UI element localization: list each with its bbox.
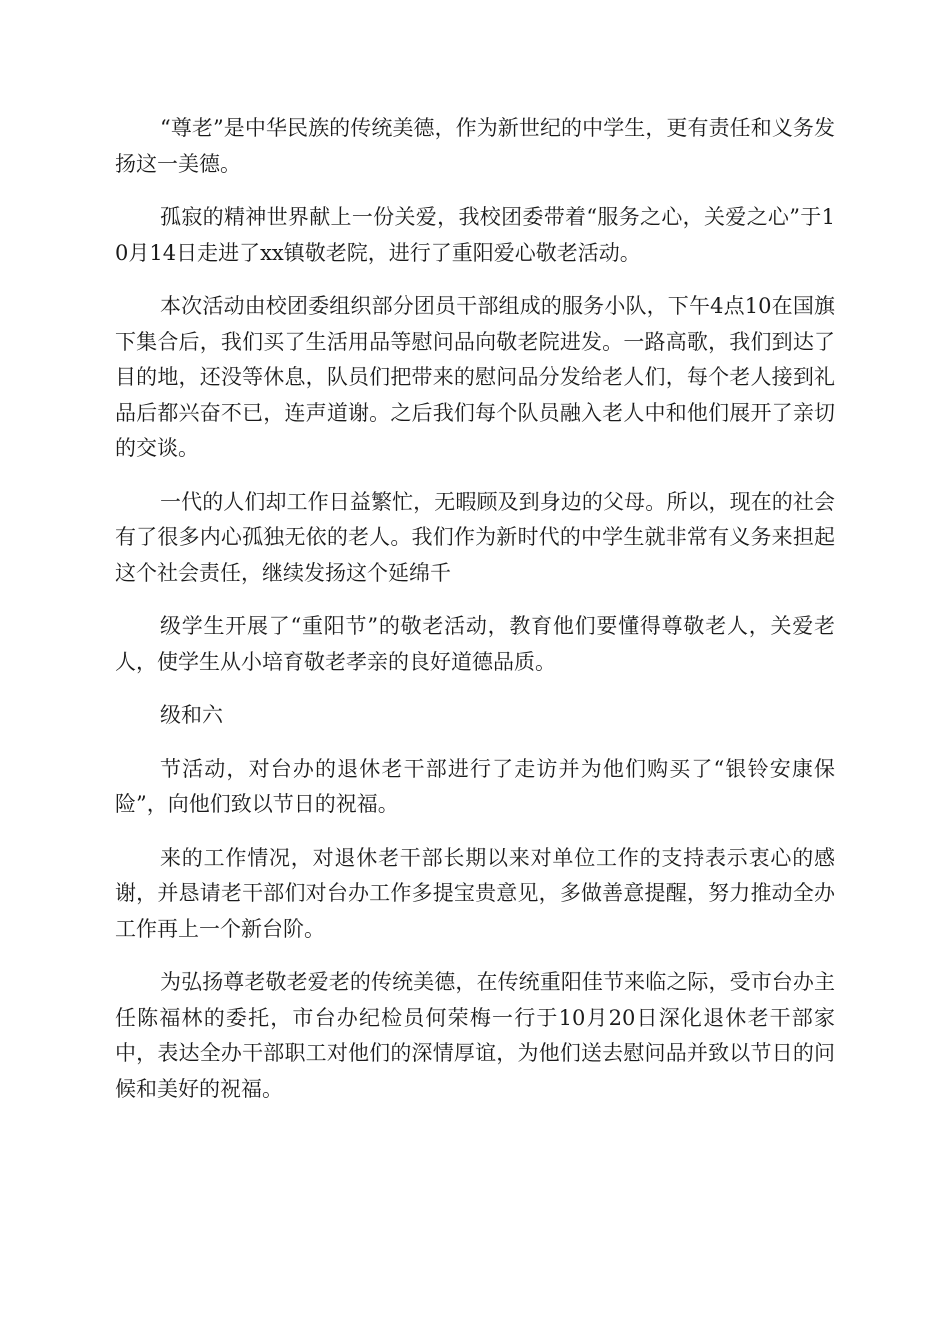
document-body [115, 111, 835, 1125]
paragraph-4: 一代的人们却工作日益繁忙，无暇顾及到身边的父母。所以，现在的社会有了很多内心孤独无依的老人。我们作为新时代的中学生就非常有义务来担起这个社会责任，继续发扬这个延绵千 [115, 489, 835, 585]
paragraph-8: 来的工作情况，对退休老干部长期以来对单位工作的支持表示衷心的感谢，并恳请老干部们对台办工作多提宝贵意见，多做善意提醒，努力推动全办工作再上一个新台阶。 [115, 845, 835, 941]
paragraph-6: 级和六 [160, 703, 223, 727]
paragraph-3: 本次活动由校团委组织部分团员干部组成的服务小队，下午4点10在国旗下集合后，我们买了生活用品等慰问品向敬老院进发。一路高歌，我们到达了目的地，还没等休息，队员们把带来的慰问品分发给老人们，每个老人接到礼品后都兴奋不已，连声道谢。之后我们每个队员融入老人中和他们展开了亲切的交谈。 [115, 294, 835, 460]
paragraph-9: 为弘扬尊老敬老爱老的传统美德，在传统重阳佳节来临之际，受市台办主任陈福林的委托，市台办纪检员何荣梅一行于10月20日深化退休老干部家中，表达全办干部职工对他们的深情厚谊，为他们送去慰问品并致以节日的问候和美好的祝福。 [115, 970, 835, 1101]
paragraph-1: “尊老”是中华民族的传统美德，作为新世纪的中学生，更有责任和义务发扬这一美德。 [115, 116, 835, 176]
paragraph-7: 节活动，对台办的退休老干部进行了走访并为他们购买了“银铃安康保险”，向他们致以节日的祝福。 [115, 756, 835, 816]
paragraph-5: 级学生开展了“重阳节”的敬老活动，教育他们要懂得尊敬老人，关爱老人，使学生从小培育敬老孝亲的良好道德品质。 [115, 614, 835, 674]
paragraph-2: 孤寂的精神世界献上一份关爱，我校团委带着“服务之心，关爱之心”于10月14日走进了xx镇敬老院，进行了重阳爱心敬老活动。 [115, 205, 835, 265]
